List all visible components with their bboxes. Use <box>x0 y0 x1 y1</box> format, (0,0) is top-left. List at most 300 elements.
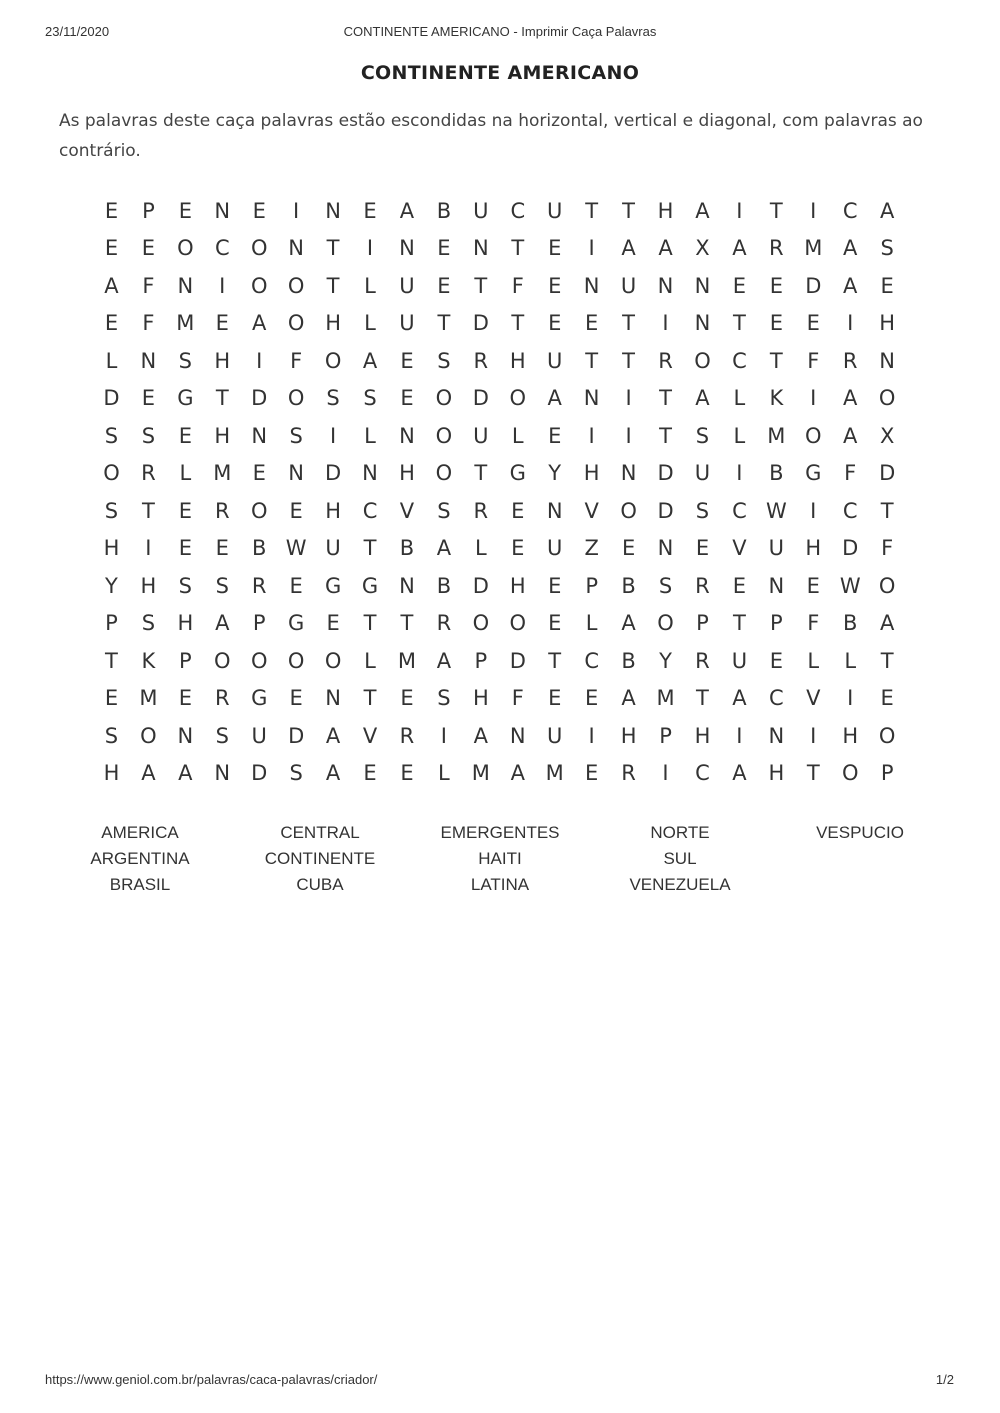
grid-letter: B <box>436 198 452 223</box>
grid-letter: L <box>364 648 376 673</box>
grid-letter: E <box>548 423 562 448</box>
grid-letter: N <box>251 423 268 448</box>
grid-letter: O <box>140 723 157 748</box>
grid-letter: T <box>696 686 709 711</box>
grid-letter: E <box>289 686 303 711</box>
grid-letter: M <box>545 761 564 786</box>
grid-letter: F <box>142 273 155 298</box>
grid-letter: N <box>620 461 637 486</box>
grid-letter: H <box>768 761 785 786</box>
grid-letter: P <box>474 648 488 673</box>
grid-letter: D <box>842 536 859 561</box>
grid-letter: A <box>621 686 636 711</box>
grid-row <box>93 417 906 455</box>
grid-letter: N <box>288 236 305 261</box>
grid-letter: E <box>769 648 783 673</box>
word-list-column <box>410 820 590 898</box>
word-item: NORTE <box>650 823 710 842</box>
grid-letter: I <box>440 723 447 748</box>
grid-letter: N <box>768 573 785 598</box>
grid-letter: G <box>805 461 822 486</box>
grid-letter: E <box>104 686 119 711</box>
grid-letter: A <box>621 236 636 261</box>
grid-letter: T <box>141 498 155 523</box>
word-item: CENTRAL <box>280 823 360 842</box>
grid-letter: O <box>324 648 342 673</box>
grid-letter: E <box>548 236 562 261</box>
grid-letter: O <box>287 273 305 298</box>
grid-letter: R <box>473 498 489 523</box>
grid-letter: I <box>736 723 743 748</box>
grid-letter: L <box>438 761 450 786</box>
grid-letter: E <box>178 536 192 561</box>
page-number: 1/2 <box>935 1372 954 1387</box>
grid-letter: C <box>842 198 858 223</box>
grid-letter: U <box>547 723 563 748</box>
grid-letter: I <box>810 498 817 523</box>
grid-letter: P <box>659 723 672 748</box>
grid-letter: T <box>215 386 229 411</box>
grid-letter: B <box>621 648 636 673</box>
grid-letter: A <box>732 686 747 711</box>
grid-row <box>93 530 906 568</box>
grid-letter: H <box>399 461 415 486</box>
grid-letter: P <box>142 198 155 223</box>
grid-letter: A <box>732 236 747 261</box>
grid-letter: N <box>509 723 526 748</box>
grid-letter: H <box>140 573 157 598</box>
grid-letter: C <box>732 498 747 523</box>
grid-letter: E <box>400 761 414 786</box>
grid-letter: V <box>584 498 599 523</box>
grid-letter: E <box>400 348 414 373</box>
grid-letter: B <box>621 573 636 598</box>
grid-letter: U <box>473 423 489 448</box>
grid-letter: E <box>178 686 192 711</box>
grid-letter: S <box>695 423 710 448</box>
grid-letter: A <box>879 198 895 223</box>
grid-letter: W <box>839 573 861 598</box>
grid-letter: T <box>585 348 599 373</box>
grid-letter: E <box>437 236 451 261</box>
grid-letter: E <box>104 198 119 223</box>
grid-letter: A <box>362 348 378 373</box>
word-search-grid <box>93 192 906 792</box>
grid-letter: T <box>769 198 783 223</box>
grid-letter: N <box>177 273 194 298</box>
grid-letter: Y <box>659 648 672 673</box>
grid-letter: V <box>399 498 415 523</box>
grid-letter: I <box>219 273 226 298</box>
grid-letter: N <box>399 573 415 598</box>
grid-letter: E <box>548 311 562 336</box>
grid-letter: D <box>509 648 526 673</box>
grid-letter: E <box>178 198 192 223</box>
grid-letter: L <box>807 648 820 673</box>
grid-letter: L <box>364 311 376 336</box>
print-header-title: CONTINENTE AMERICANO - Imprimir Caça Palavras <box>343 24 657 39</box>
grid-letter: F <box>290 348 303 373</box>
grid-letter: N <box>399 423 415 448</box>
grid-letter: E <box>548 573 562 598</box>
grid-letter: E <box>363 198 377 223</box>
grid-letter: O <box>472 611 490 636</box>
grid-row <box>93 192 906 230</box>
grid-letter: O <box>657 611 674 636</box>
grid-letter: I <box>588 236 595 261</box>
grid-letter: I <box>847 686 854 711</box>
grid-letter: E <box>732 573 747 598</box>
grid-letter: D <box>325 461 342 486</box>
grid-letter: O <box>287 311 305 336</box>
grid-letter: E <box>732 273 747 298</box>
grid-letter: R <box>251 573 267 598</box>
grid-letter: E <box>548 273 562 298</box>
grid-letter: O <box>214 648 231 673</box>
grid-letter: A <box>399 198 415 223</box>
grid-letter: O <box>435 423 453 448</box>
grid-letter: E <box>585 311 599 336</box>
grid-row <box>93 717 906 755</box>
grid-letter: M <box>767 423 786 448</box>
grid-row <box>93 642 906 680</box>
grid-letter: O <box>805 423 822 448</box>
grid-letter: A <box>104 273 119 298</box>
grid-letter: N <box>694 273 711 298</box>
word-item: HAITI <box>478 849 522 868</box>
grid-letter: F <box>511 273 524 298</box>
grid-letter: E <box>548 686 562 711</box>
grid-letter: T <box>585 198 599 223</box>
grid-letter: N <box>288 461 305 486</box>
grid-letter: C <box>214 236 230 261</box>
grid-letter: A <box>843 386 858 411</box>
grid-letter: I <box>256 348 263 373</box>
grid-letter: N <box>362 461 378 486</box>
grid-letter: I <box>588 423 595 448</box>
grid-letter: H <box>509 348 526 373</box>
grid-letter: O <box>878 573 896 598</box>
grid-letter: I <box>736 461 743 486</box>
grid-letter: H <box>472 686 489 711</box>
grid-letter: E <box>548 611 562 636</box>
grid-letter: E <box>252 198 266 223</box>
grid-letter: O <box>878 386 896 411</box>
grid-letter: A <box>879 611 895 636</box>
grid-letter: Y <box>548 461 562 486</box>
grid-letter: N <box>657 536 674 561</box>
grid-letter: F <box>511 686 524 711</box>
grid-letter: P <box>105 611 118 636</box>
grid-letter: F <box>844 461 857 486</box>
grid-letter: H <box>620 723 637 748</box>
grid-letter: E <box>178 498 192 523</box>
grid-letter: T <box>400 611 414 636</box>
grid-letter: I <box>625 423 632 448</box>
grid-letter: I <box>736 198 743 223</box>
grid-letter: B <box>843 611 858 636</box>
grid-letter: H <box>325 498 341 523</box>
word-item: ARGENTINA <box>90 849 190 868</box>
grid-letter: A <box>843 423 858 448</box>
grid-letter: S <box>104 723 119 748</box>
grid-letter: L <box>511 423 524 448</box>
word-item: LATINA <box>470 875 530 894</box>
grid-letter: M <box>139 686 158 711</box>
grid-letter: S <box>658 573 673 598</box>
word-list-column <box>590 820 770 898</box>
grid-letter: R <box>436 611 452 636</box>
grid-letter: T <box>437 311 451 336</box>
word-list <box>50 820 950 898</box>
grid-letter: E <box>252 461 266 486</box>
grid-letter: T <box>880 648 894 673</box>
word-item: CUBA <box>296 875 344 894</box>
grid-letter: F <box>807 611 820 636</box>
grid-letter: I <box>662 311 669 336</box>
grid-letter: V <box>362 723 378 748</box>
grid-letter: U <box>731 648 748 673</box>
grid-letter: A <box>436 648 452 673</box>
grid-letter: N <box>214 761 231 786</box>
grid-letter: T <box>659 386 672 411</box>
grid-letter: N <box>140 348 157 373</box>
grid-letter: U <box>473 198 489 223</box>
grid-row <box>93 380 906 418</box>
word-list-column <box>230 820 410 898</box>
grid-letter: T <box>326 273 340 298</box>
grid-letter: D <box>805 273 822 298</box>
grid-letter: G <box>509 461 526 486</box>
grid-letter: E <box>400 686 414 711</box>
grid-letter: L <box>474 536 487 561</box>
grid-letter: E <box>585 686 599 711</box>
grid-letter: E <box>104 311 119 336</box>
grid-letter: E <box>141 236 156 261</box>
grid-letter: T <box>548 648 562 673</box>
grid-letter: C <box>695 761 710 786</box>
grid-row <box>93 305 906 343</box>
grid-letter: O <box>250 273 268 298</box>
grid-letter: D <box>879 461 896 486</box>
grid-letter: A <box>252 311 267 336</box>
grid-letter: S <box>437 348 451 373</box>
instructions-text: As palavras deste caça palavras estão escondidas na horizontal, vertical e diagonal, com palavras ao contrário. <box>59 111 923 161</box>
grid-letter: D <box>657 498 674 523</box>
grid-letter: O <box>694 348 711 373</box>
word-item: BRASIL <box>109 875 171 894</box>
grid-letter: H <box>214 348 231 373</box>
word-item: CONTINENTE <box>264 849 376 868</box>
grid-letter: S <box>880 236 894 261</box>
grid-letter: H <box>694 723 711 748</box>
word-item: AMERICA <box>101 823 179 842</box>
grid-letter: O <box>435 461 453 486</box>
grid-letter: U <box>547 198 563 223</box>
grid-letter: D <box>288 723 305 748</box>
grid-letter: O <box>878 723 896 748</box>
grid-letter: E <box>141 386 156 411</box>
grid-letter: A <box>547 386 562 411</box>
grid-letter: N <box>657 273 674 298</box>
grid-letter: E <box>289 573 303 598</box>
grid-letter: H <box>325 311 341 336</box>
grid-letter: A <box>843 273 858 298</box>
grid-letter: P <box>179 648 192 673</box>
grid-letter: E <box>621 536 636 561</box>
grid-letter: I <box>847 311 854 336</box>
grid-letter: T <box>363 536 377 561</box>
grid-letter: P <box>696 611 709 636</box>
grid-letter: M <box>213 461 232 486</box>
grid-letter: A <box>510 761 525 786</box>
grid-letter: M <box>656 686 675 711</box>
grid-letter: T <box>105 648 118 673</box>
grid-letter: D <box>472 311 489 336</box>
grid-letter: P <box>252 611 266 636</box>
grid-letter: A <box>732 761 747 786</box>
grid-letter: F <box>142 311 155 336</box>
grid-letter: S <box>104 498 119 523</box>
grid-letter: S <box>215 723 229 748</box>
grid-letter: E <box>511 498 525 523</box>
grid-letter: L <box>844 648 857 673</box>
grid-letter: E <box>806 311 820 336</box>
grid-letter: O <box>509 386 527 411</box>
grid-letter: N <box>214 198 231 223</box>
grid-letter: D <box>251 386 268 411</box>
grid-letter: S <box>289 761 303 786</box>
grid-letter: U <box>325 536 341 561</box>
grid-letter: S <box>437 686 451 711</box>
grid-letter: F <box>881 536 894 561</box>
word-item: SUL <box>663 849 697 868</box>
grid-letter: E <box>104 236 119 261</box>
grid-letter: S <box>178 348 193 373</box>
grid-letter: E <box>289 498 303 523</box>
grid-letter: D <box>103 386 120 411</box>
grid-letter: M <box>471 761 490 786</box>
grid-letter: A <box>473 723 489 748</box>
grid-letter: O <box>287 386 305 411</box>
grid-letter: Z <box>584 536 599 561</box>
grid-letter: L <box>105 348 118 373</box>
grid-letter: H <box>583 461 600 486</box>
grid-letter: H <box>657 198 674 223</box>
grid-letter: C <box>362 498 378 523</box>
grid-letter: D <box>472 573 489 598</box>
grid-row <box>93 567 906 605</box>
grid-letter: U <box>547 536 563 561</box>
grid-letter: A <box>178 761 193 786</box>
grid-letter: A <box>141 761 156 786</box>
grid-letter: N <box>546 498 563 523</box>
grid-letter: T <box>511 311 525 336</box>
grid-letter: X <box>879 423 895 448</box>
grid-letter: P <box>880 761 894 786</box>
grid-letter: O <box>103 461 120 486</box>
grid-letter: C <box>732 348 747 373</box>
grid-letter: T <box>732 611 746 636</box>
grid-letter: N <box>472 236 489 261</box>
grid-letter: E <box>806 573 820 598</box>
grid-letter: E <box>326 611 340 636</box>
grid-letter: H <box>103 536 120 561</box>
grid-letter: E <box>695 536 710 561</box>
grid-letter: M <box>176 311 195 336</box>
grid-letter: A <box>658 236 673 261</box>
grid-letter: E <box>769 273 783 298</box>
grid-letter: L <box>733 386 746 411</box>
grid-letter: T <box>474 461 488 486</box>
grid-letter: T <box>511 236 525 261</box>
grid-letter: N <box>694 311 711 336</box>
grid-letter: E <box>585 761 599 786</box>
grid-letter: I <box>810 198 817 223</box>
grid-letter: A <box>695 386 710 411</box>
grid-letter: C <box>584 648 599 673</box>
grid-letter: R <box>695 648 710 673</box>
grid-letter: R <box>658 348 673 373</box>
grid-letter: T <box>880 498 894 523</box>
grid-letter: U <box>620 273 637 298</box>
grid-letter: H <box>805 536 822 561</box>
grid-letter: C <box>769 686 784 711</box>
grid-letter: O <box>250 236 268 261</box>
grid-letter: O <box>324 348 342 373</box>
grid-letter: O <box>177 236 194 261</box>
grid-letter: E <box>215 311 229 336</box>
grid-letter: M <box>397 648 417 673</box>
grid-letter: I <box>810 723 817 748</box>
grid-letter: H <box>842 723 859 748</box>
grid-letter: R <box>621 761 636 786</box>
grid-letter: R <box>695 573 710 598</box>
grid-letter: H <box>509 573 526 598</box>
grid-letter: A <box>325 723 341 748</box>
grid-letter: T <box>363 611 377 636</box>
grid-letter: A <box>325 761 341 786</box>
word-item: VESPUCIO <box>816 823 904 842</box>
grid-letter: S <box>695 498 710 523</box>
grid-letter: H <box>879 311 896 336</box>
grid-row <box>93 492 906 530</box>
grid-letter: H <box>214 423 231 448</box>
grid-letter: W <box>765 498 787 523</box>
grid-letter: I <box>329 423 337 448</box>
grid-letter: E <box>769 311 783 336</box>
grid-letter: S <box>326 386 340 411</box>
grid-letter: E <box>880 686 894 711</box>
grid-letter: S <box>141 423 156 448</box>
grid-letter: T <box>622 348 635 373</box>
grid-letter: O <box>509 611 527 636</box>
grid-letter: B <box>399 536 415 561</box>
grid-letter: D <box>657 461 674 486</box>
grid-letter: R <box>214 498 230 523</box>
grid-letter: O <box>250 498 268 523</box>
word-list-column <box>770 820 950 898</box>
grid-letter: K <box>769 386 784 411</box>
grid-letter: H <box>177 611 194 636</box>
grid-letter: L <box>733 423 746 448</box>
grid-letter: T <box>806 761 820 786</box>
grid-row <box>93 755 906 793</box>
grid-letter: A <box>215 611 230 636</box>
grid-letter: B <box>252 536 267 561</box>
grid-letter: I <box>293 198 300 223</box>
grid-letter: E <box>363 761 377 786</box>
